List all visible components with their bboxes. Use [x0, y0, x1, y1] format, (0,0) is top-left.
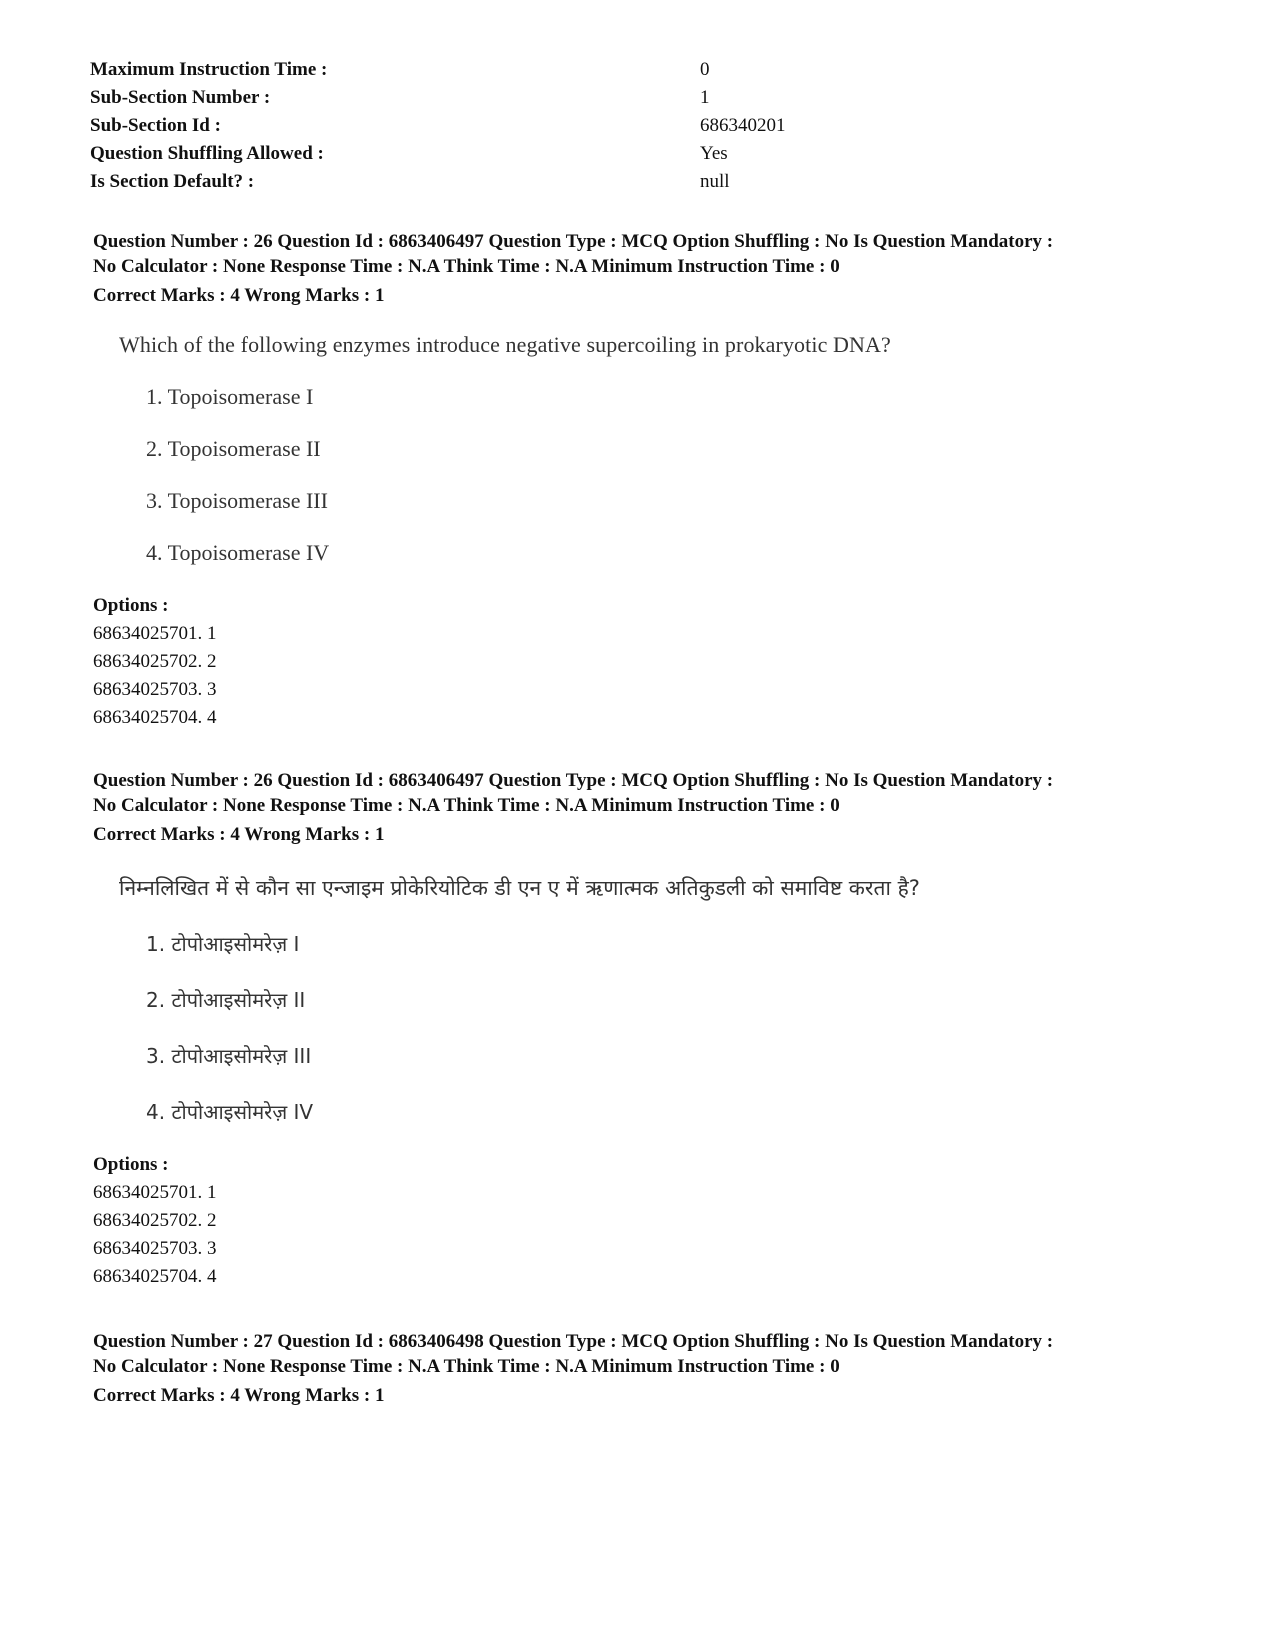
- question-header-line1: Question Number : 27 Question Id : 6863406498 Question Type : MCQ Option Shuffling : No Is Question Mandatory :: [93, 1331, 1054, 1352]
- question-block-english: [93, 229, 1213, 732]
- option-line: 68634025704. 4: [93, 707, 217, 728]
- meta-row-sub-section-number: [90, 83, 1090, 113]
- answer-choice: 1. टोपोआइसोमरेज़ I: [146, 932, 300, 956]
- question-marks: Correct Marks : 4 Wrong Marks : 1: [93, 285, 385, 306]
- meta-row-section-default: [90, 167, 1090, 197]
- option-line: 68634025701. 1: [93, 1182, 217, 1203]
- question-header-line1: Question Number : 26 Question Id : 6863406497 Question Type : MCQ Option Shuffling : No Is Question Mandatory :: [93, 770, 1054, 791]
- question-block-27: [93, 1329, 1213, 1408]
- question-text: Which of the following enzymes introduce negative supercoiling in prokaryotic DNA?: [119, 332, 891, 357]
- question-text: निम्नलिखित में से कौन सा एन्जाइम प्रोकेरियोटिक डी एन ए में ऋणात्मक अतिकुडली को समाविष्ट करता है?: [119, 876, 920, 900]
- meta-value: 686340201: [700, 115, 786, 136]
- option-line: 68634025702. 2: [93, 651, 217, 672]
- meta-value: 0: [700, 59, 710, 80]
- meta-row-max-instruction-time: [90, 55, 1090, 85]
- answer-choice: 1. Topoisomerase I: [146, 384, 314, 409]
- options-title: Options :: [93, 1154, 169, 1175]
- option-line: 68634025701. 1: [93, 623, 217, 644]
- question-content: [93, 330, 1213, 568]
- meta-value: 1: [700, 87, 710, 108]
- question-block-hindi: [93, 768, 1213, 1291]
- option-line: 68634025704. 4: [93, 1266, 217, 1287]
- meta-label: Question Shuffling Allowed :: [90, 143, 324, 164]
- question-marks: Correct Marks : 4 Wrong Marks : 1: [93, 824, 385, 845]
- meta-label: Sub-Section Id :: [90, 115, 221, 136]
- meta-label: Is Section Default? :: [90, 171, 255, 192]
- options-list: [93, 592, 1213, 732]
- question-header-line2: No Calculator : None Response Time : N.A Think Time : N.A Minimum Instruction Time : 0: [93, 256, 840, 277]
- meta-row-question-shuffling: [90, 139, 1090, 169]
- meta-row-sub-section-id: [90, 111, 1090, 141]
- answer-choice: 3. Topoisomerase III: [146, 488, 328, 513]
- question-content: [93, 873, 1213, 1127]
- answer-choice: 4. टोपोआइसोमरेज़ IV: [146, 1100, 314, 1124]
- answer-choice: 4. Topoisomerase IV: [146, 540, 330, 565]
- meta-value: Yes: [700, 143, 728, 164]
- meta-label: Maximum Instruction Time :: [90, 59, 328, 80]
- option-line: 68634025703. 3: [93, 679, 217, 700]
- options-list: [93, 1151, 1213, 1291]
- answer-choice: 2. टोपोआइसोमरेज़ II: [146, 988, 306, 1012]
- question-header-line2: No Calculator : None Response Time : N.A Think Time : N.A Minimum Instruction Time : 0: [93, 795, 840, 816]
- meta-label: Sub-Section Number :: [90, 87, 271, 108]
- meta-value: null: [700, 171, 730, 192]
- answer-choice: 3. टोपोआइसोमरेज़ III: [146, 1044, 312, 1068]
- answer-choice: 2. Topoisomerase II: [146, 436, 321, 461]
- question-marks: Correct Marks : 4 Wrong Marks : 1: [93, 1385, 385, 1406]
- option-line: 68634025702. 2: [93, 1210, 217, 1231]
- question-header-line1: Question Number : 26 Question Id : 6863406497 Question Type : MCQ Option Shuffling : No Is Question Mandatory :: [93, 231, 1054, 252]
- options-title: Options :: [93, 595, 169, 616]
- question-header-line2: No Calculator : None Response Time : N.A Think Time : N.A Minimum Instruction Time : 0: [93, 1356, 840, 1377]
- option-line: 68634025703. 3: [93, 1238, 217, 1259]
